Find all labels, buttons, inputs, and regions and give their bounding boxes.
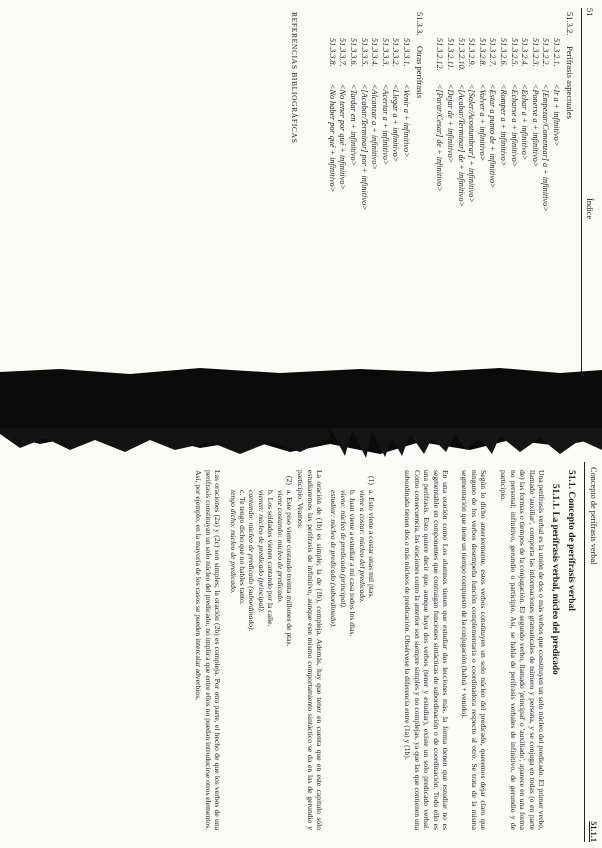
example-line: (2)a. Este piso viene costando treinta millones de ptas. xyxy=(285,476,294,647)
section-heading-aspectuales: 51.3.2.Perífrasis aspectuales xyxy=(565,12,575,119)
list-item: 51.3.2.10.<[Acabar/Terminar] de + infinitivo> xyxy=(456,38,466,207)
header-rule xyxy=(584,462,585,842)
list-item: 51.3.3.1.<Venir a + infinitivo> xyxy=(402,38,411,158)
list-item: 51.3.2.4.<Echar a + infinitivo> xyxy=(520,38,530,161)
list-item: 51.3.3.6.<Tardar en + infinitivo> xyxy=(349,38,359,167)
example-line: c. Te tengo dicho que no hables tanto. xyxy=(237,490,247,605)
section-number: 51.1.1 xyxy=(589,821,598,842)
list-item: 51.3.3.3.<Acertar a + infinitivo> xyxy=(380,38,390,166)
list-otras xyxy=(326,38,411,211)
example-line: viene a costar: núcleo del predicado. xyxy=(357,490,367,603)
list-item: 51.3.2.9.<[Soler/Acostumbrar] + infinitivo> xyxy=(467,38,477,203)
example-line: (1)a. Esto viene a costar unas mil ptas. xyxy=(367,476,376,599)
header-title: Índice xyxy=(585,198,595,220)
running-head: Concepto de perífrasis verbal xyxy=(589,467,598,565)
list-item: 51.3.3.8.<No haber por qué + infinitivo> xyxy=(327,38,337,193)
paragraph-3: En una oración como Los alumnos tienen que estudiar dos lecciones más, la forma tienen que estudiar no es segmentable en componentes que contraigan funciones sintácticas de subordinación o de coordinación. Todo ello es una perífrasis. Esto quiere decir que, aunque haya dos verbos (tener y estudiar), existe un solo predicado verbal. Como consecuencia, las oraciones como la anterior son siempre simples y no complejas, ya que las que contienen una subordinada tienen dos o más núcleos de predicación. Obsérvese la diferencia entre (1a) y (1b). xyxy=(403,470,450,830)
scan-smear xyxy=(0,368,602,458)
index-page xyxy=(10,8,595,423)
examples-1 xyxy=(329,476,376,636)
chapter-header xyxy=(584,462,598,842)
example-line: b. Los soldados vienen cantando por la calle. xyxy=(266,490,276,627)
chapter-subtitle: 51.1.1. La perífrasis verbal, núcleo del predicado xyxy=(551,484,561,675)
list-item: 51.3.2.12.<[Parar/Cesar] de + infinitivo> xyxy=(435,38,445,192)
list-item: 51.3.2.8.<Volver a + infinitivo> xyxy=(477,38,487,162)
paragraph-2: Según lo dicho anteriormente, estos verbos constituyen un solo núcleo del predicado, queremos dejar claro que ninguno de los verbos desempeña función complementaria o coordinadora respecto al otro. Se trata de la misma segmentación que tiene un tiempo compuesto de la conjugación (habrá + venido). xyxy=(460,470,488,830)
list-item: 51.3.2.1.<Ir a + infinitivo> xyxy=(552,38,561,147)
examples-2 xyxy=(228,476,294,646)
example-line: vienen: núcleo de predicado (principal). xyxy=(256,490,266,613)
list-item: 51.3.2.3.<Ponerse a + infinitivo> xyxy=(530,38,540,168)
example-line: cantando: núcleo de predicado (subordinado). xyxy=(247,490,257,632)
paragraph-5: Las oraciones (2a) y (2c) son simples; la oración (2b) es compleja. Por otra parte, el hecho de que los verbos de una perífrasis constituyan un solo núcleo del predicado, no implica que entre ellos no puedan introducirse otros elementos. Así, por ejemplo, en la mayoría de los casos se pueden intercalar adverbios, xyxy=(194,470,222,830)
header-rule xyxy=(581,8,582,423)
list-item: 51.3.3.7.<No tener por qué + infinitivo> xyxy=(338,38,348,190)
list-aspectuales xyxy=(434,38,561,212)
index-header xyxy=(581,8,595,423)
list-item: 51.3.3.2.<Llegar a + infinitivo> xyxy=(391,38,401,163)
paragraph-4: La oración de (1b) es simple; la de (1b), compleja. Además, hay que tener en cuenta que en este capítulo sólo estudiaremos las perífrasis de infinitivo, aunque este mismo comportamiento sintáctico se da en las de gerundio y participio. Veamos: xyxy=(296,470,324,830)
paragraph-1: Una perífrasis verbal es la unión de dos o más verbos que constituyen un solo núcleo del predicado. El primer verbo, llamado 'auxiliar', comporta las informaciones gramaticales de número y persona, y se conjuga en todas (o en parte de) las formas o tiempos de la conjugación. El segundo verbo, llamado 'principal' o 'auxiliado', aparece en una forma no personal: infinitivo, gerundio o participio. Así, se habla de perífrasis verbales de infinitivo, de gerundio y de participio. xyxy=(499,470,546,830)
chapter-page xyxy=(8,462,598,842)
section-heading-otras: 51.3.3.Otras perífrasis xyxy=(415,12,425,99)
list-item: 51.3.2.5.<Echarse a + infinitivo> xyxy=(509,38,519,168)
list-item: 51.3.3.4.<Alcanzar a + infinitivo> xyxy=(370,38,380,170)
example-line: tengo dicho: núcleo de predicado. xyxy=(228,490,238,594)
example-line: viene costando: núcleo de predicado. xyxy=(275,490,285,604)
example-line: viene: núcleo de predicado (principal). xyxy=(338,490,348,609)
bibliography-heading: REFERENCIAS BIBLIOGRÁFICAS xyxy=(290,12,299,144)
example-line: b. Juan viene a estudiar a mi casa todos los días. xyxy=(348,490,358,637)
list-item: 51.3.2.11.<Dejar de + infinitivo> xyxy=(446,38,456,164)
list-item: 51.3.2.2.<[Empezar/Comenzar] a + infinitivo> xyxy=(541,38,551,212)
example-line: estudiar: núcleo de predicado (subordinado). xyxy=(329,490,339,628)
list-item: 51.3.2.6.<Romper a + infinitivo> xyxy=(499,38,509,167)
list-item: 51.3.2.7.<Estar a punto de + infinitivo> xyxy=(488,38,498,189)
chapter-title: 51.1. Concepto de perífrasis verbal xyxy=(566,470,576,611)
page-number: 51 xyxy=(585,8,595,17)
list-item: 51.3.3.5.<[Acabar/Terminar] por + infinitivo> xyxy=(359,38,369,211)
